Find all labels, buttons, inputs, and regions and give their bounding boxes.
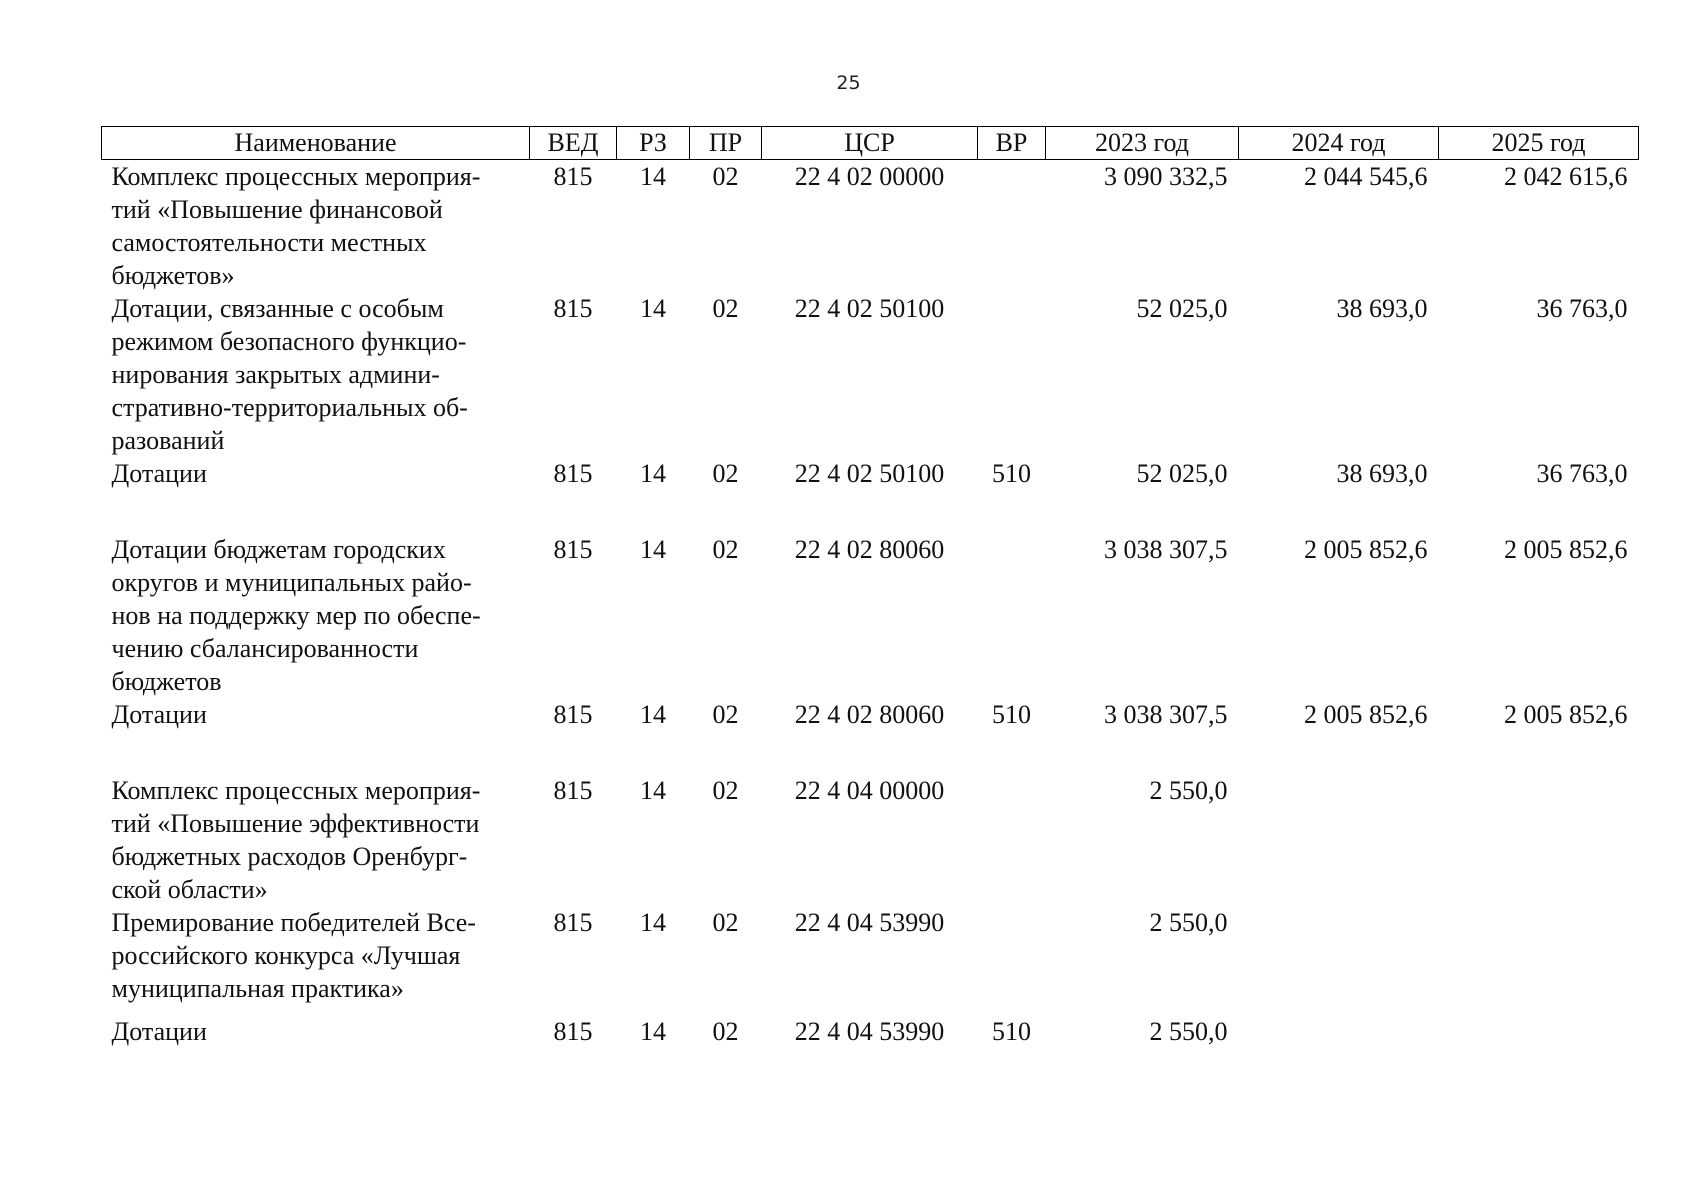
row-pr: 02 [712,162,739,191]
row-2025 [1439,774,1639,906]
page-number: 25 [836,72,861,94]
row-pr: 02 [712,776,739,805]
row-ved: 815 [553,294,593,323]
table-row [102,906,1639,1015]
row-name: Комплекс процессных мероприя- тий «Повышение эффективности бюджетных расходов Оренбург- ской области» [111,776,481,904]
row-csr: 22 4 04 00000 [794,776,945,805]
row-name: Дотации, связанные с особым режимом безопасного функцио- нирования закрытых админи- стративно-территориальных об- разований [111,294,468,455]
row-name: Комплекс процессных мероприя- тий «Повышение финансовой самостоятельности местных бюджетов» [111,162,481,290]
row-vr: 510 [992,1017,1031,1046]
row-2023: 2 550,0 [1149,908,1228,937]
row-pr: 02 [712,459,739,488]
header-rz: РЗ [617,127,690,160]
row-rz: 14 [640,1017,666,1046]
row-pr: 02 [712,535,739,564]
header-2024: 2024 год [1239,127,1439,160]
row-2023: 3 090 332,5 [1104,162,1228,191]
row-2023: 52 025,0 [1136,459,1228,488]
row-ved: 815 [553,535,593,564]
row-2023: 2 550,0 [1149,776,1228,805]
row-pr: 02 [712,700,739,729]
header-ved: ВЕД [530,127,617,160]
row-2024: 2 005 852,6 [1304,535,1428,564]
row-ved: 815 [553,162,593,191]
row-vr [978,533,1046,698]
row-ved: 815 [553,459,593,488]
header-csr: ЦСР [762,127,978,160]
table-row [102,533,1639,698]
row-2025: 2 005 852,6 [1504,700,1628,729]
row-2024: 38 693,0 [1336,459,1428,488]
row-vr: 510 [992,459,1031,488]
row-2024 [1239,1015,1439,1048]
row-2023: 2 550,0 [1149,1017,1228,1046]
row-name: Дотации [111,700,207,729]
row-vr: 510 [992,700,1031,729]
row-name: Премирование победителей Все- российского конкурса «Лучшая муниципальная практика» [111,908,476,1003]
row-rz: 14 [640,535,666,564]
row-name: Дотации [111,1017,207,1046]
row-2025 [1439,1015,1639,1048]
row-vr [978,292,1046,457]
table-row [102,698,1639,774]
row-csr: 22 4 04 53990 [794,1017,945,1046]
row-vr [978,160,1046,293]
row-2023: 3 038 307,5 [1104,700,1228,729]
row-2025: 2 005 852,6 [1504,535,1628,564]
row-ved: 815 [553,776,593,805]
row-csr: 22 4 02 00000 [794,162,945,191]
row-rz: 14 [640,162,666,191]
row-2024 [1239,906,1439,1015]
header-2023: 2023 год [1046,127,1239,160]
row-vr [978,774,1046,906]
row-csr: 22 4 04 53990 [794,908,945,937]
table-row [102,457,1639,533]
row-2025 [1439,906,1639,1015]
row-2025: 36 763,0 [1536,294,1628,323]
row-2024: 38 693,0 [1336,294,1428,323]
table-row [102,774,1639,906]
row-csr: 22 4 02 80060 [794,700,945,729]
header-vr: ВР [978,127,1046,160]
budget-table [101,126,1639,1048]
header-name: Наименование [102,127,530,160]
header-pr: ПР [690,127,762,160]
table-row [102,160,1639,293]
row-2023: 52 025,0 [1136,294,1228,323]
row-rz: 14 [640,776,666,805]
table-header-row [102,127,1639,160]
row-csr: 22 4 02 50100 [794,294,945,323]
header-2025: 2025 год [1439,127,1639,160]
row-rz: 14 [640,908,666,937]
row-rz: 14 [640,294,666,323]
row-pr: 02 [712,1017,739,1046]
row-pr: 02 [712,294,739,323]
row-ved: 815 [553,700,593,729]
table-row [102,1015,1639,1048]
row-ved: 815 [553,908,593,937]
row-csr: 22 4 02 80060 [794,535,945,564]
row-vr [978,906,1046,1015]
row-rz: 14 [640,459,666,488]
row-name: Дотации бюджетам городских округов и муниципальных райо- нов на поддержку мер по обеспе- чению сбалансированности бюджетов [111,535,481,696]
row-2024: 2 005 852,6 [1304,700,1428,729]
row-pr: 02 [712,908,739,937]
row-2024 [1239,774,1439,906]
row-2025: 2 042 615,6 [1504,162,1628,191]
row-name: Дотации [111,459,207,488]
row-csr: 22 4 02 50100 [794,459,945,488]
row-2024: 2 044 545,6 [1304,162,1428,191]
row-rz: 14 [640,700,666,729]
row-2023: 3 038 307,5 [1104,535,1228,564]
row-ved: 815 [553,1017,593,1046]
row-2025: 36 763,0 [1536,459,1628,488]
table-row [102,292,1639,457]
